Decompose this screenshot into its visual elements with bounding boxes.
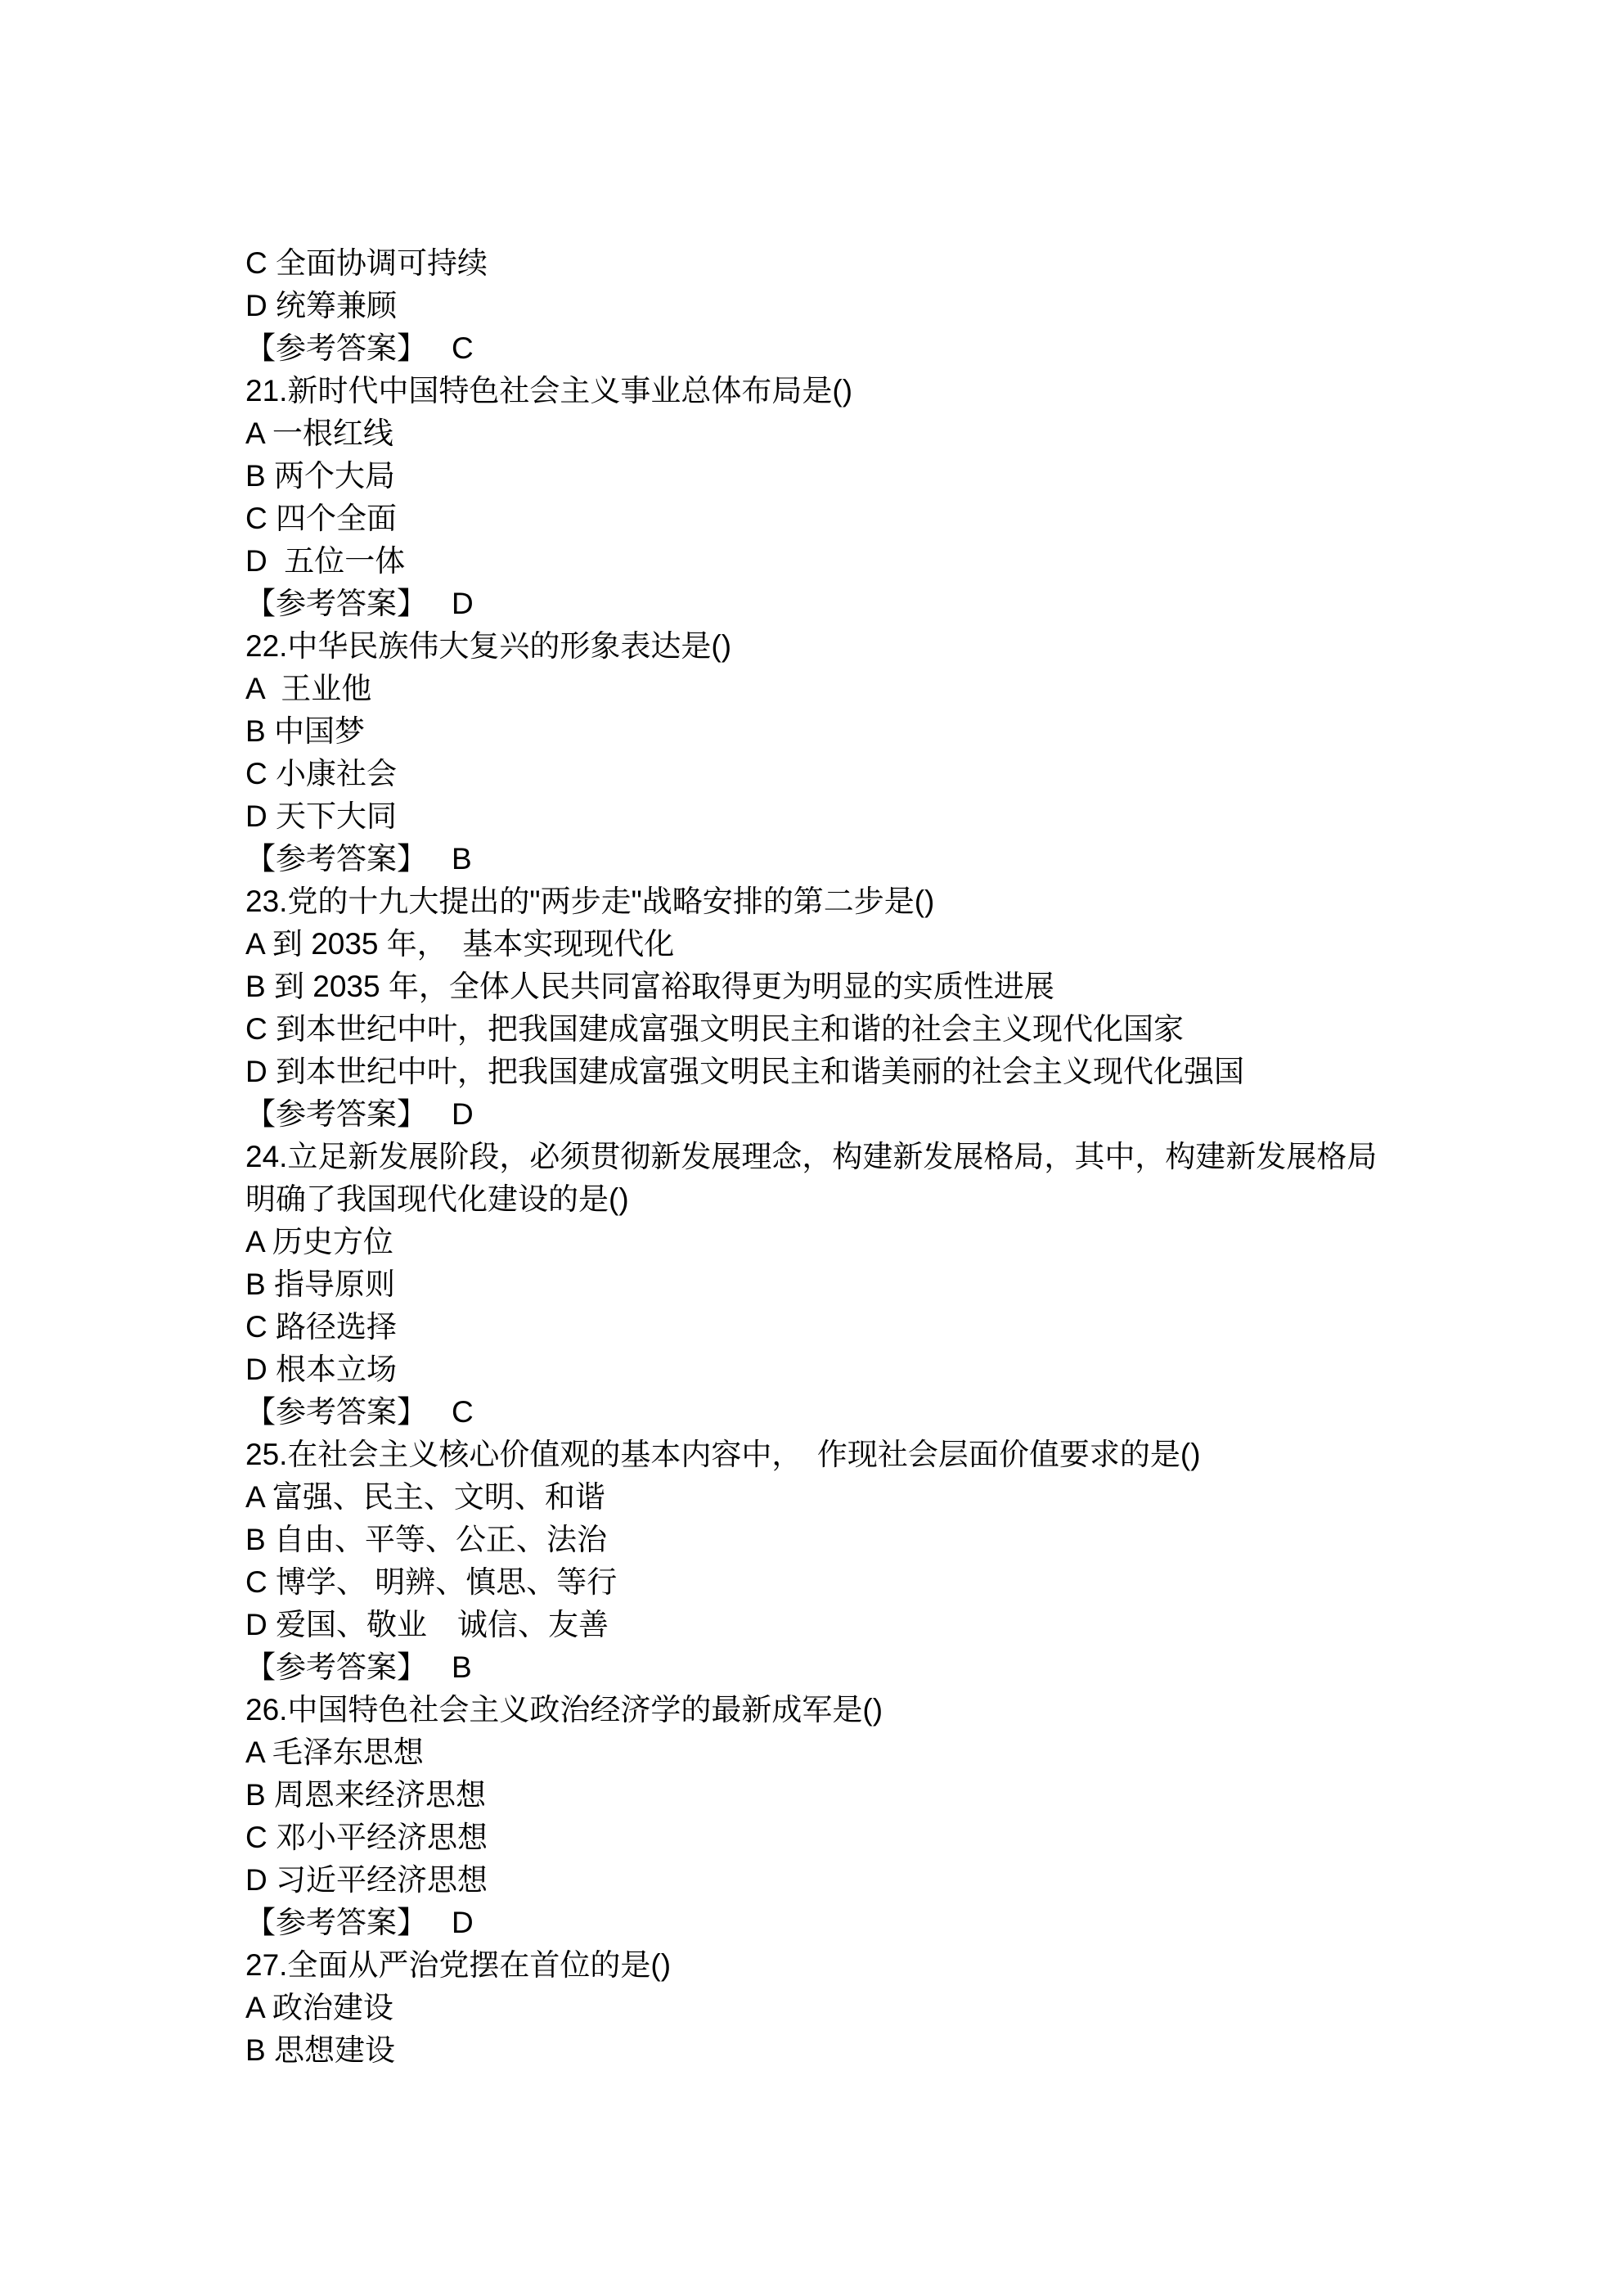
- q26-option-b: B 周恩来经济思想: [245, 1778, 486, 1812]
- q22-answer-value: B: [452, 842, 472, 876]
- q22-option-a: A 王业他: [245, 672, 372, 705]
- q23-answer-label: 【参考答案】: [245, 1097, 427, 1131]
- q24-stem-line-2: 明确了我国现代化建设的是(): [245, 1182, 629, 1216]
- q26-option-d: D 习近平经济思想: [245, 1863, 488, 1897]
- q23-answer: [245, 1093, 1391, 1136]
- q27-stem: 27.全面从严治党摆在首位的是(): [245, 1948, 672, 1982]
- q26-answer-value: D: [452, 1906, 474, 1939]
- q24-option-b: B 指导原则: [245, 1267, 395, 1301]
- q20-answer-label: 【参考答案】: [245, 331, 427, 365]
- q21-answer-label: 【参考答案】: [245, 587, 427, 620]
- q24-answer-label: 【参考答案】: [245, 1395, 427, 1429]
- q25-option-c: C 博学、 明辨、慎思、等行: [245, 1565, 618, 1599]
- q25-option-d: D 爱国、敬业 诚信、友善: [245, 1608, 609, 1641]
- q22-option-b: B 中国梦: [245, 714, 365, 748]
- q22-answer-label: 【参考答案】: [245, 842, 427, 876]
- q24-option-c: C 路径选择: [245, 1310, 397, 1344]
- q21-option-a: A 一根红线: [245, 416, 393, 450]
- q24-answer-value: C: [452, 1395, 474, 1429]
- q24-stem-line-1: 24.立足新发展阶段，必须贯彻新发展理念，构建新发展格局，其中，构建新发展格局: [245, 1140, 1378, 1173]
- q25-stem: 25.在社会主义核心价值观的基本内容中， 作现社会层面价值要求的是(): [245, 1438, 1201, 1471]
- q20-option-d: D 统筹兼顾: [245, 289, 397, 322]
- q25-answer-label: 【参考答案】: [245, 1650, 427, 1684]
- q21-answer-value: D: [452, 587, 474, 620]
- q25-option-b: B 自由、平等、公正、法治: [245, 1523, 607, 1556]
- q22-answer: [245, 838, 1391, 880]
- q27-option-a: A 政治建设: [245, 1991, 393, 2024]
- q26-answer: [245, 1902, 1391, 1944]
- q21-answer: [245, 583, 1391, 625]
- q21-option-d: D 五位一体: [245, 544, 406, 578]
- q24-option-d: D 根本立场: [245, 1353, 397, 1386]
- q25-answer: [245, 1646, 1391, 1689]
- q26-answer-label: 【参考答案】: [245, 1906, 427, 1939]
- q26-option-c: C 邓小平经济思想: [245, 1821, 488, 1854]
- q23-option-b: B 到 2035 年，全体人民共同富裕取得更为明显的实质性进展: [245, 970, 1054, 1003]
- q25-option-a: A 富强、民主、文明、和谐: [245, 1480, 605, 1514]
- q23-option-d: D 到本世纪中叶，把我国建成富强文明民主和谐美丽的社会主义现代化强国: [245, 1055, 1244, 1088]
- q25-answer-value: B: [452, 1650, 472, 1684]
- q27-option-b: B 思想建设: [245, 2033, 395, 2067]
- q21-stem: 21.新时代中国特色社会主义事业总体布局是(): [245, 374, 853, 407]
- q22-option-c: C 小康社会: [245, 757, 397, 790]
- q23-option-a: A 到 2035 年， 基本实现现代化: [245, 927, 675, 961]
- q21-option-b: B 两个大局: [245, 459, 395, 493]
- q26-option-a: A 毛泽东思想: [245, 1736, 424, 1769]
- q24-answer: [245, 1391, 1391, 1434]
- q24-option-a: A 历史方位: [245, 1225, 393, 1258]
- q23-option-c: C 到本世纪中叶，把我国建成富强文明民主和谐的社会主义现代化国家: [245, 1012, 1184, 1046]
- q20-answer-value: C: [452, 331, 474, 365]
- q26-stem: 26.中国特色社会主义政治经济学的最新成军是(): [245, 1693, 883, 1727]
- q22-stem: 22.中华民族伟大复兴的形象表达是(): [245, 629, 732, 663]
- q23-stem: 23.党的十九大提出的"两步走"战略安排的第二步是(): [245, 885, 935, 918]
- q20-answer: [245, 327, 1391, 370]
- question-list: [245, 242, 1391, 2072]
- q22-option-d: D 天下大同: [245, 799, 397, 833]
- q20-option-c: C 全面协调可持续: [245, 246, 488, 280]
- q21-option-c: C 四个全面: [245, 502, 397, 535]
- q23-answer-value: D: [452, 1097, 474, 1131]
